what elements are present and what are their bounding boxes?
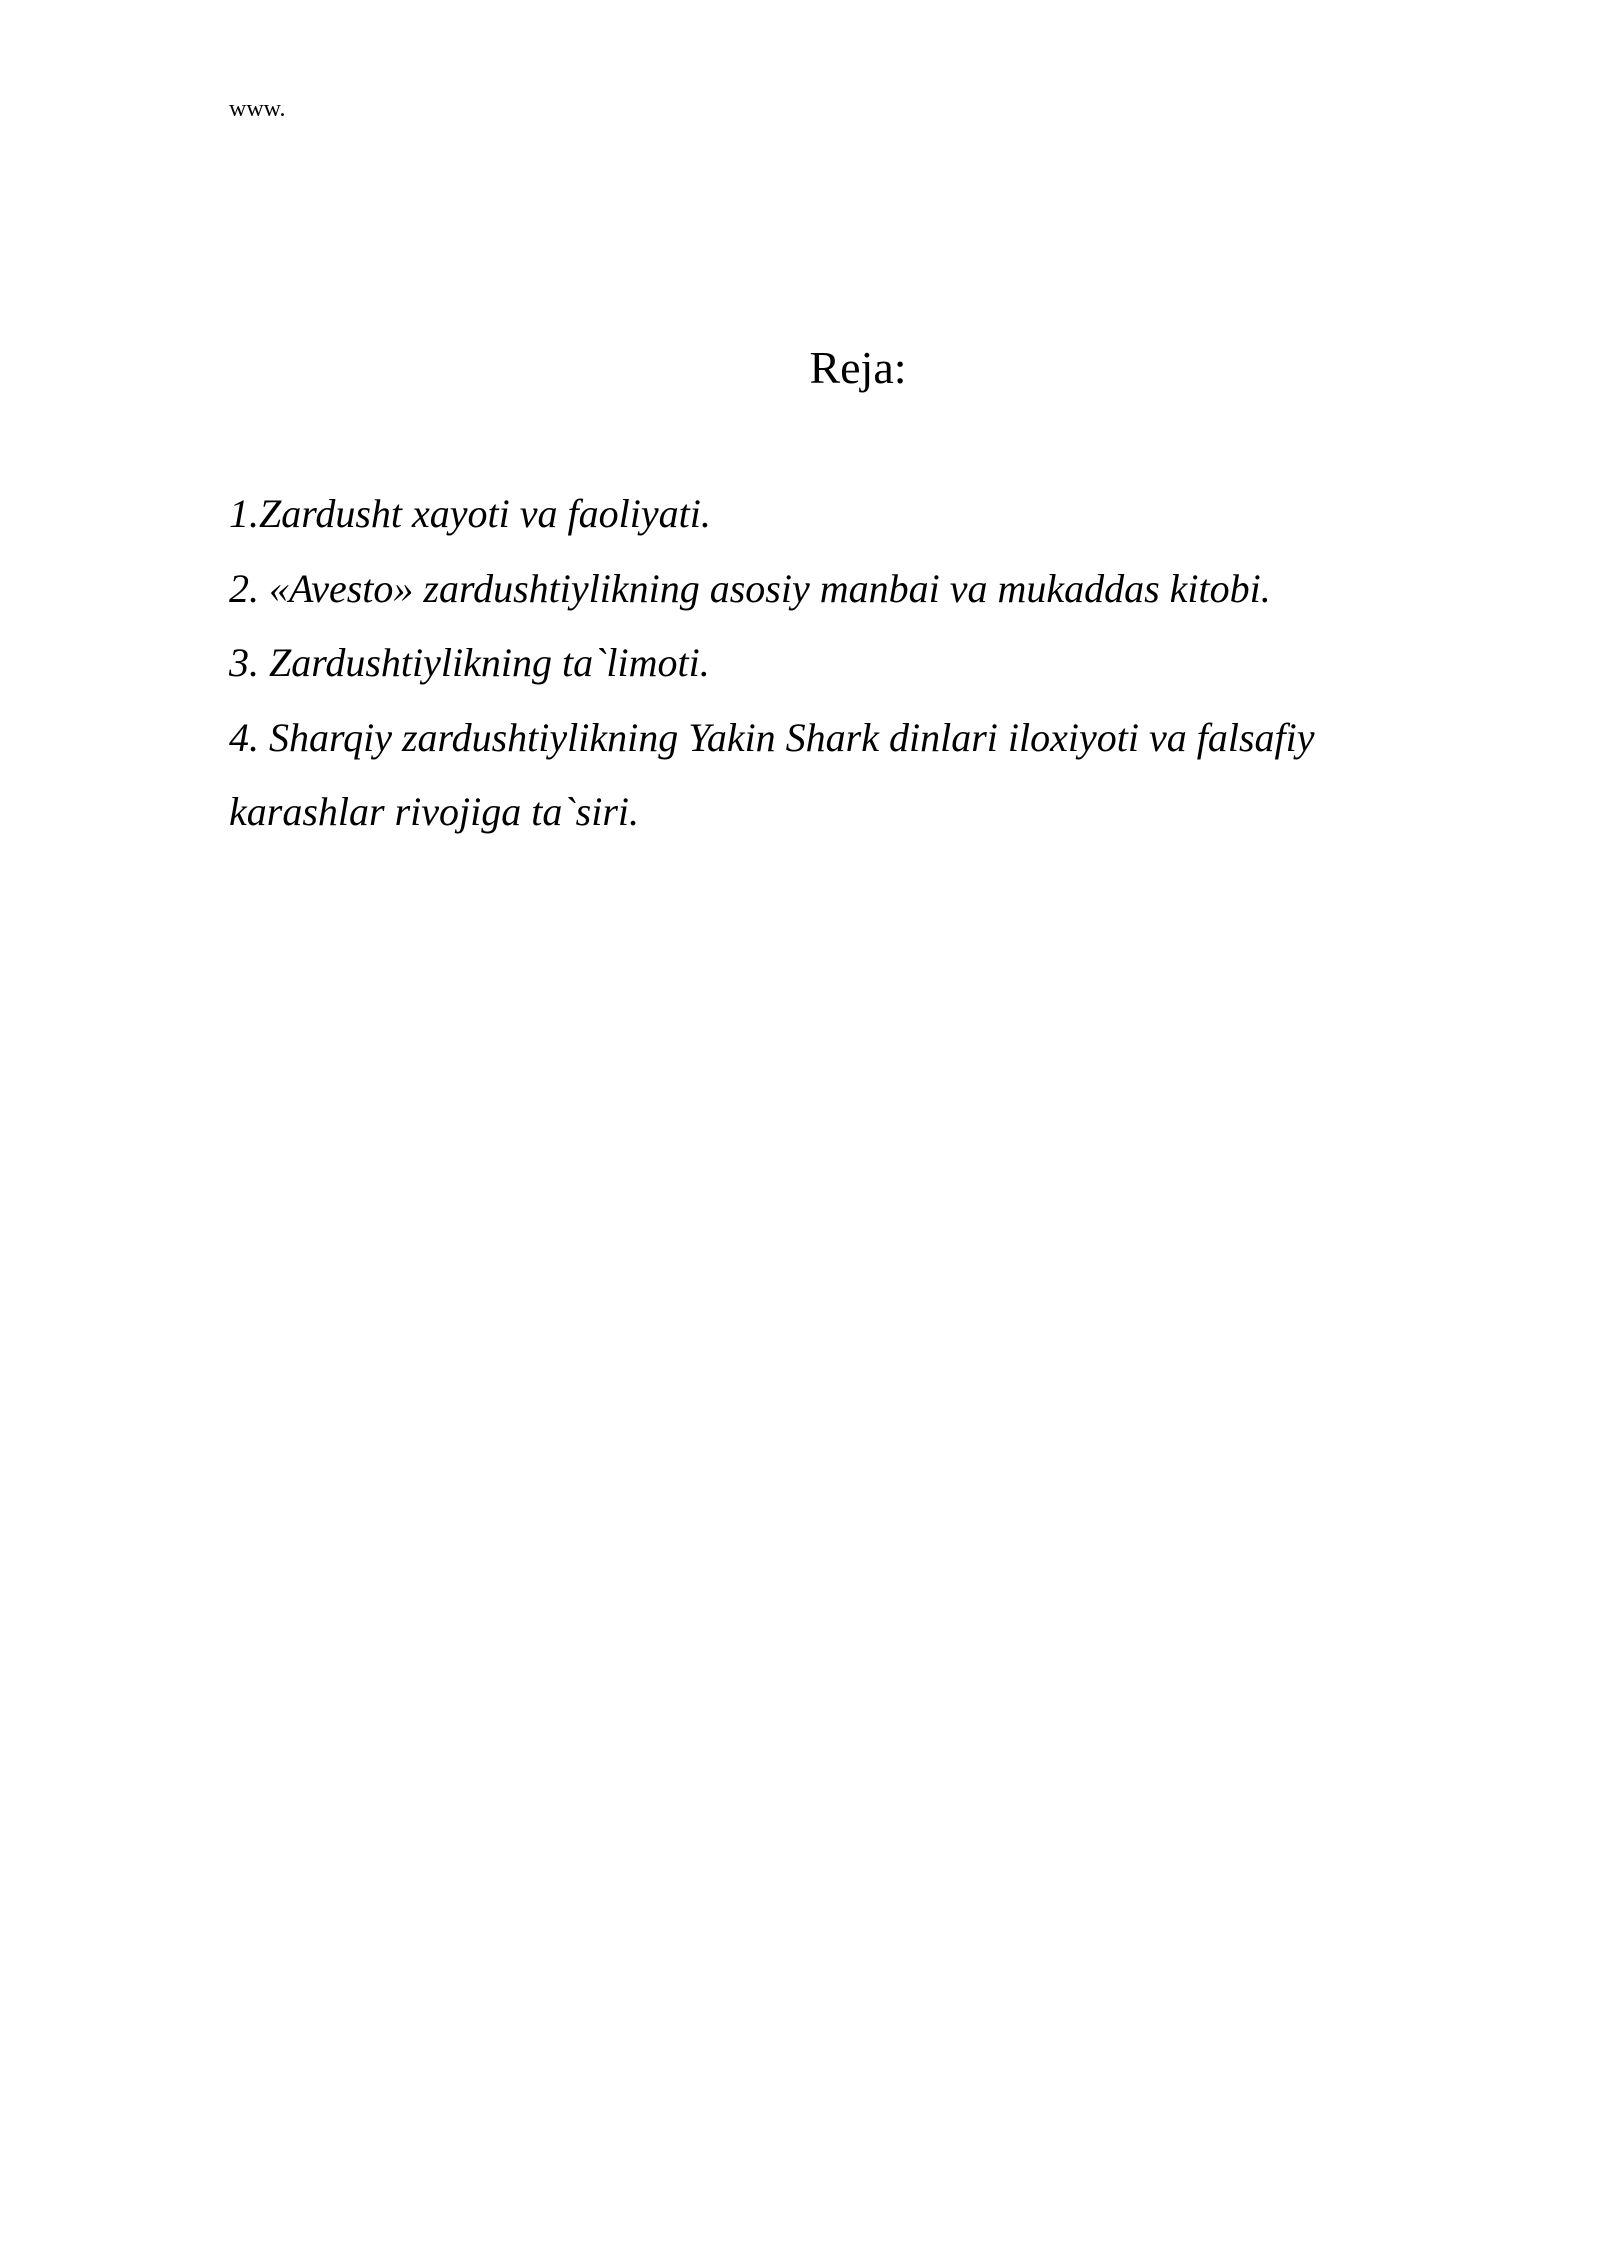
plan-item-4: 4. Sharqiy zardushtiylikning Yakin Shark dinlari iloxiyoti va falsafiy karashlar rivojiga ta`siri. [229, 714, 1315, 834]
page-title: Reja: [809, 342, 907, 393]
plan-item-3: 3. Zardushtiylikning ta`limoti. [229, 640, 710, 685]
plan-item-2: 2. «Avesto» zardushtiylikning asosiy manbai va mukaddas kitobi. [229, 565, 1271, 611]
header-url-text: www. [229, 96, 286, 122]
plan-list [229, 477, 1429, 850]
plan-item-1: 1.Zardusht xayoti va faoliyati. [229, 491, 711, 536]
